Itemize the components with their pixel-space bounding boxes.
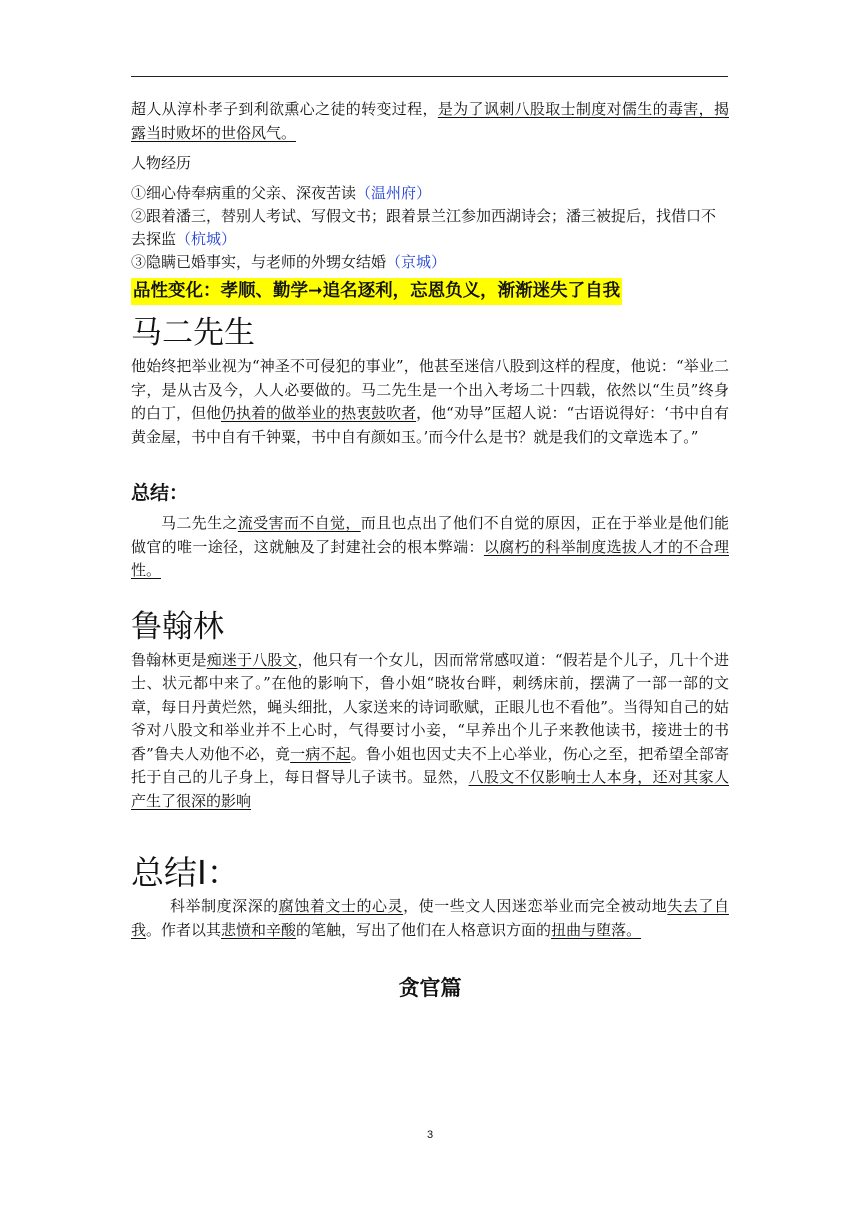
place-label: （温州府） xyxy=(356,184,432,202)
list-item: ②跟着潘三，替别人考试、写假文书；跟着景兰江参加西湖诗会；潘三被捉后，找借口不去探监（杭城） xyxy=(131,207,717,248)
list-item: ①细心侍奉病重的父亲、深夜苦读（温州府） xyxy=(131,184,432,202)
place-label: （京城） xyxy=(386,253,447,271)
intro-text: 超人从淳朴孝子到利欲熏心之徒的转变过程， xyxy=(131,100,438,118)
ma-paragraph: 他始终把举业视为“神圣不可侵犯的事业”，他甚至迷信八股到这样的程度，他说：“举业二字，是从古及今，人人必要做的。马二先生是一个出入考场二十四载，依然以“生员”终身的白丁，但他仍执着的做举业的热衷鼓吹者，他“劝导”匡超人说：“古语说得好：‘书中自有黄金屋，书中自有千钟粟，书中自有颜如玉。’而今什么是书？就是我们的文章选本了。” xyxy=(131,357,729,446)
place-label: （杭城） xyxy=(176,230,237,248)
experience-label: 人物经历 xyxy=(131,154,192,172)
ma-summary-paragraph: 马二先生之流受害而不自觉，而且也点出了他们不自觉的原因，正在于举业是他们能做官的唯一途径，这就触及了封建社会的根本弊端：以腐朽的科举制度选拔人才的不合理性。 xyxy=(131,514,729,579)
summary-one-paragraph: 科举制度深深的腐蚀着文士的心灵，使一些文人因迷恋举业而完全被动地失去了自我。作者以其悲愤和辛酸的笔触，写出了他们在人格意识方面的扭曲与堕落。 xyxy=(131,897,729,939)
header-rule xyxy=(131,76,728,77)
summary-title: 总结： xyxy=(131,482,189,504)
summary-one-title: 总结Ⅰ： xyxy=(131,853,240,892)
section-title-ma: 马二先生 xyxy=(131,315,255,351)
intro-underlined: 是为了讽刺八股取士制度对儒生的毒害，揭露当时败坏的世俗风气。 xyxy=(131,100,729,142)
section-title-lu: 鲁翰林 xyxy=(131,608,224,645)
intro-paragraph xyxy=(131,98,729,145)
document-body xyxy=(131,98,729,1002)
lu-paragraph: 鲁翰林更是痴迷于八股文，他只有一个女儿，因而常常感叹道：“假若是个儿子，几十个进士、状元都中来了。”在他的影响下，鲁小姐“晓妆台畔，刺绣床前，摆满了一部一部的文章，每日丹黄烂然，蝇头细批，人家送来的诗词歌赋，正眼儿也不看他”。当得知自己的姑爷对八股文和举业并不上心时，气得要讨小妾，“早养出个儿子来教他读书，接进士的书香”鲁夫人劝他不必，竟一病不起。鲁小姐也因丈夫不上心举业，伤心之至，把希望全部寄托于自己的儿子身上，每日督导儿子读书。显然，八股文不仅影响士人本身，还对其家人产生了很深的影响 xyxy=(131,650,729,810)
character-change-highlight: 品性变化：孝顺、勤学➞追名逐利，忘恩负义，渐渐迷失了自我 xyxy=(131,278,622,305)
next-section-heading: 贪官篇 xyxy=(398,976,462,1000)
list-item: ③隐瞒已婚事实，与老师的外甥女结婚（京城） xyxy=(131,253,447,271)
experience-list xyxy=(131,182,729,274)
page-number: 3 xyxy=(426,1129,434,1141)
